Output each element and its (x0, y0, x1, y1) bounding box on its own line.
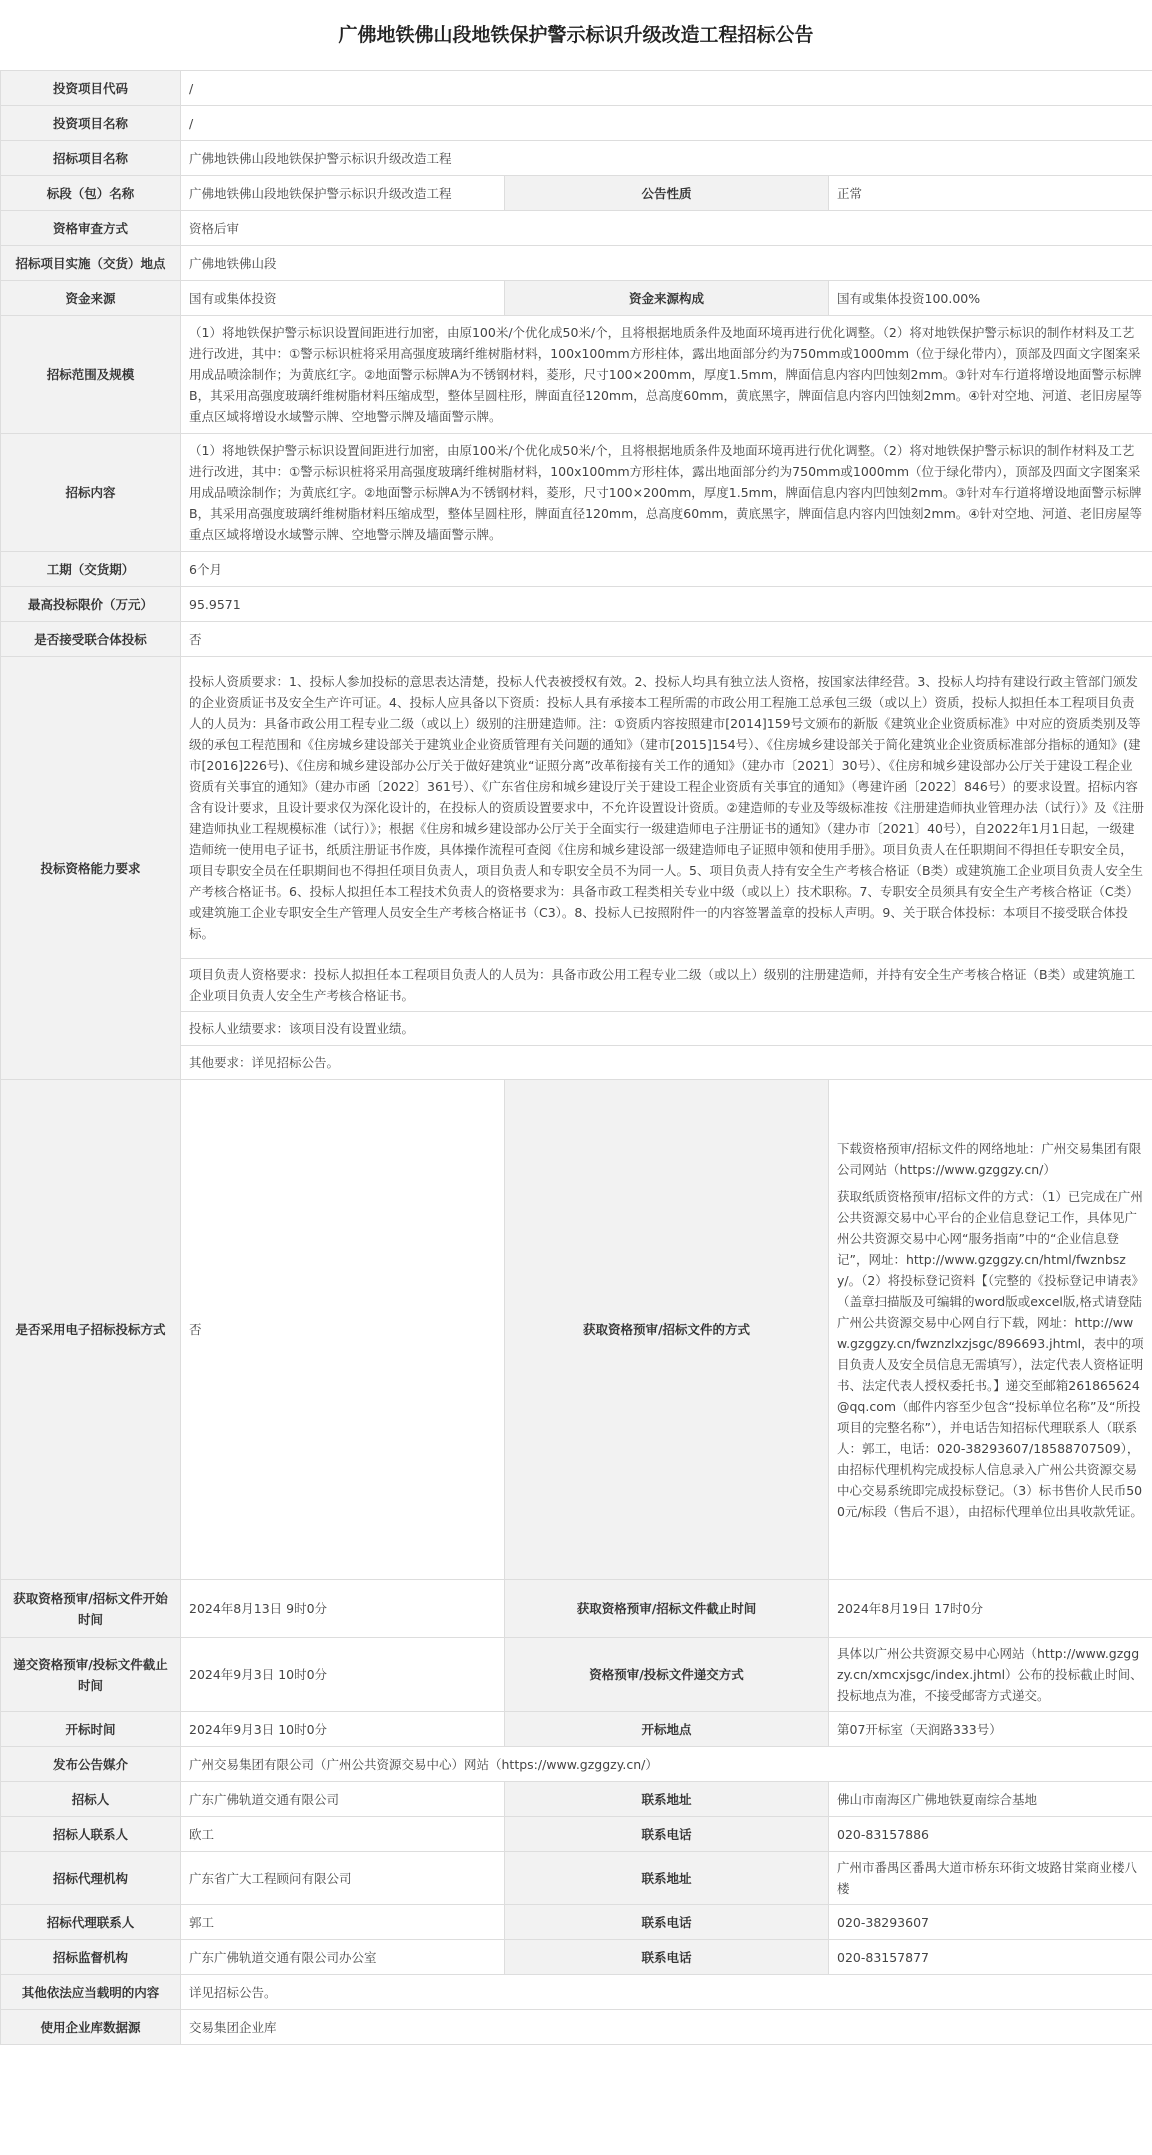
table-row (1, 434, 1152, 552)
row-label: 招标项目实施（交货）地点 (1, 246, 181, 281)
project-leader-text: 项目负责人资格要求：投标人拟担任本工程项目负责人的人员为：具备市政公用工程专业二级（或以上）级别的注册建造师，并持有安全生产考核合格证（B类）或建筑施工企业项目负责人安全生产考核合格证书。 (181, 959, 1152, 1012)
table-row (1, 1580, 1152, 1638)
row-value: 具体以广州公共资源交易中心网站（http://www.gzggzy.cn/xmcxjsgc/index.jhtml）公布的投标截止时间、投标地点为准，不接受邮寄方式递交。 (829, 1638, 1152, 1712)
row-label: 资金来源构成 (505, 281, 829, 316)
row-label: 投资项目代码 (1, 71, 181, 106)
row-label: 是否接受联合体投标 (1, 622, 181, 657)
row-label: 工期（交货期） (1, 552, 181, 587)
table-row (1, 1852, 1152, 1905)
row-value: 广东广佛轨道交通有限公司 (181, 1782, 505, 1817)
row-label: 招标代理联系人 (1, 1905, 181, 1940)
download-address-text: 下载资格预审/招标文件的网络地址：广州交易集团有限公司网站（https://www.gzggzy.cn/） (837, 1140, 1142, 1177)
notice-table (0, 70, 1152, 2045)
table-row (1, 587, 1152, 622)
row-value: （1）将地铁保护警示标识设置间距进行加密，由原100米/个优化成50米/个，且将根据地质条件及地面环境再进行优化调整。（2）将对地铁保护警示标识的制作材料及工艺进行改进，其中：①警示标识桩将采用高强度玻璃纤维树脂材料，100x100mm方形柱体，露出地面部分约为750mm或1000mm（位于绿化带内），顶部及四面文字图案采用成品喷涂制作；为黄底红字。②地面警示标牌A为不锈钢材料，菱形，尺寸100×200mm，厚度1.5mm，牌面信息内容内凹蚀刻2mm。③针对车行道将增设地面警示标牌B，其采用高强度玻璃纤维树脂材料压缩成型，整体呈圆柱形，牌面直径120mm，总高度60mm，黄底黑字，牌面信息内容内凹蚀刻2mm。④针对空地、河道、老旧房屋等重点区域将增设水域警示牌、空地警示牌及墙面警示牌。 (181, 316, 1152, 434)
row-value: 交易集团企业库 (181, 2010, 1152, 2045)
row-value: 资格后审 (181, 211, 1152, 246)
row-label: 获取资格预审/招标文件开始时间 (1, 1580, 181, 1638)
table-row (1, 176, 1152, 211)
row-label: 联系电话 (505, 1905, 829, 1940)
row-value: 020-38293607 (829, 1905, 1152, 1940)
table-row (1, 1747, 1152, 1782)
table-row (1, 71, 1152, 106)
table-row (1, 1712, 1152, 1747)
row-label: 招标内容 (1, 434, 181, 552)
table-row (1, 1940, 1152, 1975)
row-value: （1）将地铁保护警示标识设置间距进行加密，由原100米/个优化成50米/个，且将根据地质条件及地面环境再进行优化调整。（2）将对地铁保护警示标识的制作材料及工艺进行改进，其中：①警示标识桩将采用高强度玻璃纤维树脂材料，100x100mm方形柱体，露出地面部分约为750mm或1000mm（位于绿化带内），顶部及四面文字图案采用成品喷涂制作；为黄底红字。②地面警示标牌A为不锈钢材料，菱形，尺寸100×200mm，厚度1.5mm，牌面信息内容内凹蚀刻2mm。③针对车行道将增设地面警示标牌B，其采用高强度玻璃纤维树脂材料压缩成型，整体呈圆柱形，牌面直径120mm，总高度60mm，黄底黑字，牌面信息内容内凹蚀刻2mm。④针对空地、河道、老旧房屋等重点区域将增设水域警示牌、空地警示牌及墙面警示牌。 (181, 434, 1152, 552)
other-requirement-text: 其他要求：详见招标公告。 (181, 1046, 1152, 1080)
qualification-text: 投标人资质要求：1、投标人参加投标的意思表达清楚，投标人代表被授权有效。2、投标人均具有独立法人资格，按国家法律经营。3、投标人均持有建设行政主管部门颁发的企业资质证书及安全生产许可证。4、投标人应具备以下资质：投标人具有承接本工程所需的市政公用工程施工总承包三级（或以上）资质，投标人拟担任本工程项目负责人的人员为：具备市政公用工程专业二级（或以上）级别的注册建造师。注：①资质内容按照建市[2014]159号文颁布的新版《建筑业企业资质标准》中对应的资质类别及等级的承包工程范围和《住房城乡建设部关于建筑业企业资质管理有关问题的通知》（建市[2015]154号）、《住房城乡建设部关于简化建筑业企业资质标准部分指标的通知》(建市[2016]226号)、《住房和城乡建设部办公厅关于做好建筑业“证照分离”改革衔接有关工作的通知》（建办市〔2021〕30号）、《住房和城乡建设部办公厅关于建设工程企业资质有关事宜的通知》（建办市函〔2022〕361号）、《广东省住房和城乡建设厅关于建设工程企业资质有关事宜的通知》（粤建许函〔2022〕846号）的要求设置。招标内容含有设计要求，且设计要求仅为深化设计的，在投标人的资质设置要求中，不允许设置设计资质。②建造师的专业及等级标准按《注册建造师执业管理办法（试行）》及《注册建造师执业工程规模标准（试行）》；根据《住房和城乡建设部办公厅关于全面实行一级建造师电子注册证书的通知》（建办市〔2021〕40号），自2022年1月1日起，一级建造师统一使用电子证书，纸质注册证书作废，具体操作流程可查阅《住房和城乡建设部一级建造师电子证照申领和使用手册》。项目负责人在任职期间不得担任专职安全员，项目专职安全员在任职期间也不得担任项目负责人，项目负责人和专职安全员不为同一人。5、项目负责人持有安全生产考核合格证（B类）或建筑施工企业项目负责人安全生产考核合格证书。6、投标人拟担任本工程技术负责人的资格要求为：具备市政工程类相关专业中级（或以上）技术职称。7、专职安全员须具有安全生产考核合格证（C类）或建筑施工企业专职安全生产管理人员安全生产考核合格证书（C3）。8、投标人已按照附件一的内容签署盖章的投标人声明。9、关于联合体投标：本项目不接受联合体投标。 (181, 657, 1152, 959)
table-row (1, 246, 1152, 281)
row-value: 广东广佛轨道交通有限公司办公室 (181, 1940, 505, 1975)
row-label: 递交资格预审/投标文件截止时间 (1, 1638, 181, 1712)
row-label: 公告性质 (505, 176, 829, 211)
row-label: 联系地址 (505, 1782, 829, 1817)
row-value: 2024年8月19日 17时0分 (829, 1580, 1152, 1638)
row-value: 2024年9月3日 10时0分 (181, 1638, 505, 1712)
row-value: 广佛地铁佛山段 (181, 246, 1152, 281)
table-row (1, 106, 1152, 141)
row-value: 广州交易集团有限公司（广州公共资源交易中心）网站（https://www.gzggzy.cn/） (181, 1747, 1152, 1782)
row-value: 否 (181, 1080, 505, 1580)
table-row (1, 141, 1152, 176)
table-row (1, 1782, 1152, 1817)
row-label: 资格审查方式 (1, 211, 181, 246)
row-value: 第07开标室（天润路333号） (829, 1712, 1152, 1747)
row-label: 发布公告媒介 (1, 1747, 181, 1782)
table-row (1, 1638, 1152, 1712)
table-row (1, 622, 1152, 657)
row-label: 联系电话 (505, 1817, 829, 1852)
row-label: 联系地址 (505, 1852, 829, 1905)
row-value: 6个月 (181, 552, 1152, 587)
row-label: 开标时间 (1, 1712, 181, 1747)
row-label: 招标代理机构 (1, 1852, 181, 1905)
row-label: 招标人联系人 (1, 1817, 181, 1852)
row-value: 否 (181, 622, 1152, 657)
row-label: 联系电话 (505, 1940, 829, 1975)
row-label: 投资项目名称 (1, 106, 181, 141)
page-title: 广佛地铁佛山段地铁保护警示标识升级改造工程招标公告 (338, 24, 814, 46)
row-value: 郭工 (181, 1905, 505, 1940)
row-value: 欧工 (181, 1817, 505, 1852)
table-row (1, 657, 1152, 959)
row-value: 广州市番禺区番禺大道市桥东环街文坡路甘棠商业楼八楼 (829, 1852, 1152, 1905)
row-value: 020-83157886 (829, 1817, 1152, 1852)
table-row (1, 1080, 1152, 1580)
table-row (1, 1905, 1152, 1940)
table-row (1, 2010, 1152, 2045)
row-value: 国有或集体投资 (181, 281, 505, 316)
row-label: 招标监督机构 (1, 1940, 181, 1975)
row-label: 招标范围及规模 (1, 316, 181, 434)
table-row (1, 281, 1152, 316)
row-label: 获取资格预审/招标文件截止时间 (505, 1580, 829, 1638)
row-value: 正常 (829, 176, 1152, 211)
row-value: 95.9571 (181, 587, 1152, 622)
row-label: 获取资格预审/招标文件的方式 (505, 1080, 829, 1580)
table-row (1, 1975, 1152, 2010)
row-label: 其他依法应当载明的内容 (1, 1975, 181, 2010)
row-value: 020-83157877 (829, 1940, 1152, 1975)
row-label: 使用企业库数据源 (1, 2010, 181, 2045)
row-value: 广佛地铁佛山段地铁保护警示标识升级改造工程 (181, 176, 505, 211)
row-label: 资格预审/投标文件递交方式 (505, 1638, 829, 1712)
row-value: 详见招标公告。 (181, 1975, 1152, 2010)
row-label: 最高投标限价（万元） (1, 587, 181, 622)
performance-text: 投标人业绩要求：该项目没有设置业绩。 (181, 1012, 1152, 1046)
row-value: 广佛地铁佛山段地铁保护警示标识升级改造工程 (181, 141, 1152, 176)
row-value: 佛山市南海区广佛地铁夏南综合基地 (829, 1782, 1152, 1817)
row-label: 资金来源 (1, 281, 181, 316)
row-label: 投标资格能力要求 (1, 657, 181, 1080)
row-value: 国有或集体投资100.00% (829, 281, 1152, 316)
row-value: 广东省广大工程顾问有限公司 (181, 1852, 505, 1905)
row-label: 招标项目名称 (1, 141, 181, 176)
row-value: 2024年9月3日 10时0分 (181, 1712, 505, 1747)
table-row (1, 552, 1152, 587)
table-row (1, 316, 1152, 434)
row-value: / (181, 106, 1152, 141)
row-label: 开标地点 (505, 1712, 829, 1747)
row-value: / (181, 71, 1152, 106)
row-label: 标段（包）名称 (1, 176, 181, 211)
row-label: 招标人 (1, 1782, 181, 1817)
doc-access-cell (829, 1080, 1152, 1580)
row-label: 是否采用电子招标投标方式 (1, 1080, 181, 1580)
table-row (1, 1817, 1152, 1852)
table-row (1, 211, 1152, 246)
paper-doc-method-text: 获取纸质资格预审/招标文件的方式：（1）已完成在广州公共资源交易中心平台的企业信息登记工作，具体见广州公共资源交易中心网“服务指南”中的“企业信息登记”，网址：http://www.gzggzy.cn/html/fwznbszy/。（2）将投标登记资料【（完整的《投标登记申请表》（盖章扫描版及可编辑的word版或excel版,格式请登陆广州公共资源交易中心网自行下载，网址：http://www.gzggzy.cn/fwznzlxzjsgc/896693.jhtml，表中的项目负责人及安全员信息无需填写），法定代表人资格证明书、法定代表人授权委托书。】递交至邮箱261865624@qq.com（邮件内容至少包含“投标单位名称”及“所投项目的完整名称”），并电话告知招标代理联系人（联系人：郭工，电话：020-38293607/18588707509），由招标代理机构完成投标人信息录入广州公共资源交易中心交易系统即完成投标登记。（3）标书售价人民币500元/标段（售后不退），由招标代理单位出具收款凭证。 (837, 1188, 1144, 1519)
row-value: 2024年8月13日 9时0分 (181, 1580, 505, 1638)
